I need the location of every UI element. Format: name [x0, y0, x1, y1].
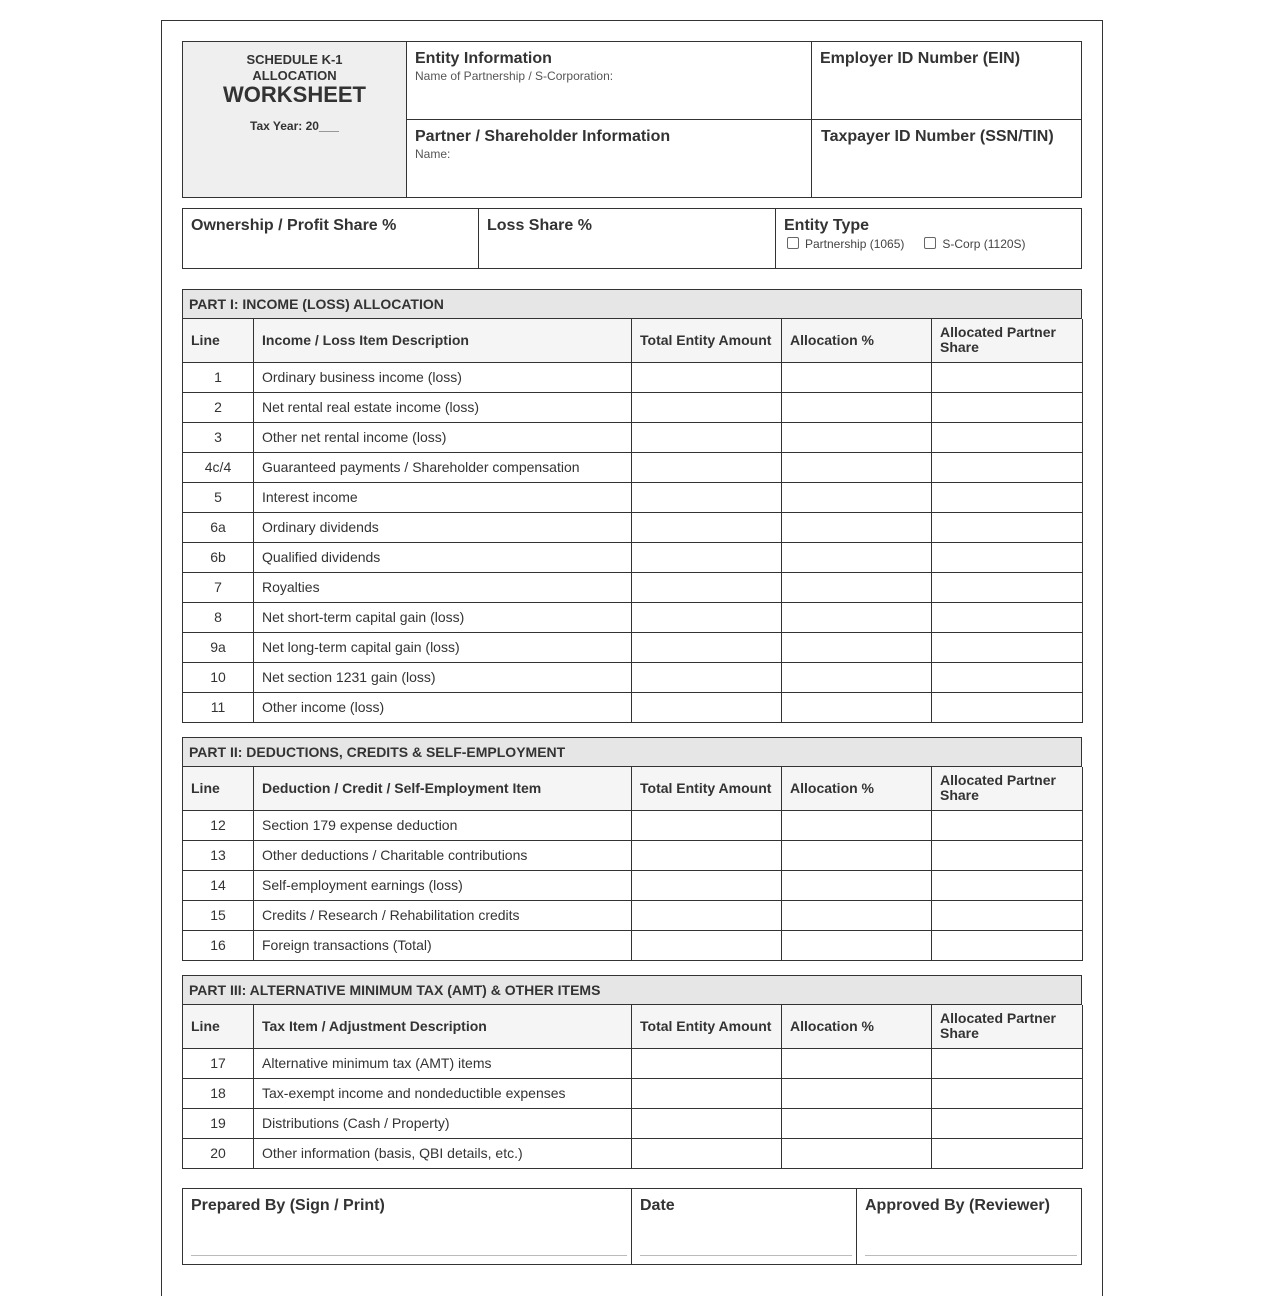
line-number: 17	[183, 1048, 254, 1078]
part3-section	[182, 975, 1082, 1169]
partner-share-cell[interactable]	[932, 930, 1083, 960]
item-description: Foreign transactions (Total)	[254, 930, 632, 960]
line-number: 4c/4	[183, 452, 254, 482]
allocation-pct-cell[interactable]	[782, 840, 932, 870]
line-number: 6a	[183, 512, 254, 542]
col-partner-share: Allocated Partner Share	[932, 1005, 1083, 1048]
line-number: 5	[183, 482, 254, 512]
partner-info-label: Partner / Shareholder Information	[415, 128, 671, 145]
allocation-pct-cell[interactable]	[782, 1138, 932, 1168]
part2-header-row	[183, 767, 1083, 810]
total-amount-cell[interactable]	[632, 632, 782, 662]
col-allocation-pct: Allocation %	[782, 1005, 932, 1048]
prepared-by-line	[191, 1255, 627, 1256]
title-box	[183, 42, 407, 197]
loss-share-field[interactable]	[479, 209, 776, 268]
part1-rows	[183, 362, 1083, 722]
item-description: Distributions (Cash / Property)	[254, 1108, 632, 1138]
header-block	[182, 41, 1082, 198]
table-row	[183, 512, 1083, 542]
line-number: 16	[183, 930, 254, 960]
table-row	[183, 392, 1083, 422]
part1-title: PART I: INCOME (LOSS) ALLOCATION	[182, 289, 1082, 319]
profit-share-field[interactable]	[183, 209, 479, 268]
line-number: 12	[183, 810, 254, 840]
total-amount-cell[interactable]	[632, 512, 782, 542]
table-row	[183, 870, 1083, 900]
date-field[interactable]	[632, 1189, 857, 1264]
approved-by-label: Approved By (Reviewer)	[865, 1197, 1050, 1214]
loss-share-label: Loss Share %	[487, 217, 592, 234]
allocation-pct-cell[interactable]	[782, 422, 932, 452]
line-number: 2	[183, 392, 254, 422]
line-number: 18	[183, 1078, 254, 1108]
part2-title: PART II: DEDUCTIONS, CREDITS & SELF-EMPLOYMENT	[182, 737, 1082, 767]
table-row	[183, 900, 1083, 930]
entity-type-options	[784, 237, 1073, 251]
table-row	[183, 840, 1083, 870]
partner-share-cell[interactable]	[932, 1048, 1083, 1078]
total-amount-cell[interactable]	[632, 392, 782, 422]
total-amount-cell[interactable]	[632, 930, 782, 960]
total-amount-cell[interactable]	[632, 602, 782, 632]
table-row	[183, 810, 1083, 840]
total-amount-cell[interactable]	[632, 1078, 782, 1108]
part2-section	[182, 737, 1082, 961]
partner-share-cell[interactable]	[932, 662, 1083, 692]
scorp-option-label: S-Corp (1120S)	[942, 237, 1026, 251]
page-title: WORKSHEET	[223, 82, 366, 107]
col-line: Line	[183, 319, 254, 362]
item-description: Net short-term capital gain (loss)	[254, 602, 632, 632]
entity-info-label: Entity Information	[415, 50, 552, 67]
partner-share-cell[interactable]	[932, 810, 1083, 840]
total-amount-cell[interactable]	[632, 422, 782, 452]
table-row	[183, 1138, 1083, 1168]
line-number: 6b	[183, 542, 254, 572]
line-number: 20	[183, 1138, 254, 1168]
date-line	[640, 1255, 852, 1256]
entity-type-field	[776, 209, 1081, 268]
line-number: 3	[183, 422, 254, 452]
table-row	[183, 572, 1083, 602]
partner-share-cell[interactable]	[932, 512, 1083, 542]
line-number: 14	[183, 870, 254, 900]
total-amount-cell[interactable]	[632, 1138, 782, 1168]
ein-field[interactable]	[812, 42, 1081, 120]
table-row	[183, 632, 1083, 662]
total-amount-cell[interactable]	[632, 810, 782, 840]
col-description: Deduction / Credit / Self-Employment Item	[254, 767, 632, 810]
table-row	[183, 452, 1083, 482]
tin-label: Taxpayer ID Number (SSN/TIN)	[821, 128, 1054, 145]
item-description: Alternative minimum tax (AMT) items	[254, 1048, 632, 1078]
profit-share-label: Ownership / Profit Share %	[191, 217, 397, 234]
partner-share-cell[interactable]	[932, 392, 1083, 422]
allocation-pct-cell[interactable]	[782, 870, 932, 900]
partner-share-cell[interactable]	[932, 1108, 1083, 1138]
part3-table	[182, 1005, 1083, 1169]
total-amount-cell[interactable]	[632, 542, 782, 572]
partner-share-cell[interactable]	[932, 900, 1083, 930]
allocation-pct-cell[interactable]	[782, 662, 932, 692]
item-description: Other information (basis, QBI details, etc.)	[254, 1138, 632, 1168]
partner-share-cell[interactable]	[932, 362, 1083, 392]
table-row	[183, 662, 1083, 692]
col-description: Tax Item / Adjustment Description	[254, 1005, 632, 1048]
allocation-pct-cell[interactable]	[782, 1078, 932, 1108]
allocation-pct-cell[interactable]	[782, 512, 932, 542]
col-line: Line	[183, 767, 254, 810]
prepared-by-label: Prepared By (Sign / Print)	[191, 1197, 385, 1214]
total-amount-cell[interactable]	[632, 482, 782, 512]
partnership-checkbox[interactable]	[787, 237, 799, 249]
col-partner-share: Allocated Partner Share	[932, 767, 1083, 810]
table-row	[183, 602, 1083, 632]
table-row	[183, 1078, 1083, 1108]
col-description: Income / Loss Item Description	[254, 319, 632, 362]
allocation-pct-cell[interactable]	[782, 572, 932, 602]
partner-share-cell[interactable]	[932, 602, 1083, 632]
partner-share-cell[interactable]	[932, 422, 1083, 452]
date-label: Date	[640, 1197, 675, 1214]
line-number: 13	[183, 840, 254, 870]
entity-type-label: Entity Type	[784, 217, 870, 234]
total-amount-cell[interactable]	[632, 662, 782, 692]
part1-table	[182, 319, 1083, 723]
total-amount-cell[interactable]	[632, 1048, 782, 1078]
approved-by-field[interactable]	[857, 1189, 1081, 1264]
item-description: Royalties	[254, 572, 632, 602]
table-row	[183, 1108, 1083, 1138]
allocation-pct-cell[interactable]	[782, 602, 932, 632]
line-number: 15	[183, 900, 254, 930]
item-description: Net rental real estate income (loss)	[254, 392, 632, 422]
total-amount-cell[interactable]	[632, 870, 782, 900]
line-number: 1	[183, 362, 254, 392]
col-allocation-pct: Allocation %	[782, 319, 932, 362]
item-description: Tax-exempt income and nondeductible expenses	[254, 1078, 632, 1108]
scorp-checkbox[interactable]	[924, 237, 936, 249]
item-description: Other net rental income (loss)	[254, 422, 632, 452]
partner-name-label: Name:	[415, 147, 451, 161]
prepared-by-field[interactable]	[183, 1189, 632, 1264]
table-row	[183, 692, 1083, 722]
partner-share-cell[interactable]	[932, 1078, 1083, 1108]
total-amount-cell[interactable]	[632, 452, 782, 482]
entity-info-field[interactable]	[407, 42, 812, 120]
title-line1: SCHEDULE K-1	[246, 52, 343, 67]
title-line2: ALLOCATION	[252, 68, 337, 83]
allocation-pct-cell[interactable]	[782, 810, 932, 840]
partner-share-cell[interactable]	[932, 572, 1083, 602]
allocation-pct-cell[interactable]	[782, 482, 932, 512]
item-description: Net long-term capital gain (loss)	[254, 632, 632, 662]
partner-share-cell[interactable]	[932, 870, 1083, 900]
partner-share-cell[interactable]	[932, 840, 1083, 870]
partner-share-cell[interactable]	[932, 452, 1083, 482]
col-total-amount: Total Entity Amount	[632, 1005, 782, 1048]
item-description: Credits / Research / Rehabilitation credits	[254, 900, 632, 930]
allocation-pct-cell[interactable]	[782, 1048, 932, 1078]
partner-share-cell[interactable]	[932, 632, 1083, 662]
total-amount-cell[interactable]	[632, 362, 782, 392]
total-amount-cell[interactable]	[632, 900, 782, 930]
table-row	[183, 930, 1083, 960]
part3-header-row	[183, 1005, 1083, 1048]
item-description: Guaranteed payments / Shareholder compensation	[254, 452, 632, 482]
allocation-pct-cell[interactable]	[782, 930, 932, 960]
table-row	[183, 482, 1083, 512]
tin-field[interactable]	[812, 120, 1081, 197]
partner-info-field[interactable]	[407, 120, 812, 197]
col-partner-share: Allocated Partner Share	[932, 319, 1083, 362]
ownership-block	[182, 208, 1082, 269]
signature-block	[182, 1188, 1082, 1265]
line-number: 9a	[183, 632, 254, 662]
allocation-pct-cell[interactable]	[782, 692, 932, 722]
line-number: 7	[183, 572, 254, 602]
tax-year: Tax Year: 20___	[250, 119, 339, 133]
table-row	[183, 1048, 1083, 1078]
partner-share-cell[interactable]	[932, 482, 1083, 512]
allocation-pct-cell[interactable]	[782, 542, 932, 572]
table-row	[183, 542, 1083, 572]
line-number: 19	[183, 1108, 254, 1138]
allocation-pct-cell[interactable]	[782, 362, 932, 392]
line-number: 8	[183, 602, 254, 632]
total-amount-cell[interactable]	[632, 572, 782, 602]
col-allocation-pct: Allocation %	[782, 767, 932, 810]
part1-header-row	[183, 319, 1083, 362]
partner-share-cell[interactable]	[932, 542, 1083, 572]
approved-by-line	[865, 1255, 1077, 1256]
table-row	[183, 422, 1083, 452]
allocation-pct-cell[interactable]	[782, 1108, 932, 1138]
col-total-amount: Total Entity Amount	[632, 319, 782, 362]
total-amount-cell[interactable]	[632, 840, 782, 870]
part3-title: PART III: ALTERNATIVE MINIMUM TAX (AMT) & OTHER ITEMS	[182, 975, 1082, 1005]
item-description: Ordinary dividends	[254, 512, 632, 542]
item-description: Ordinary business income (loss)	[254, 362, 632, 392]
part2-rows	[183, 810, 1083, 960]
part3-rows	[183, 1048, 1083, 1168]
item-description: Other deductions / Charitable contributions	[254, 840, 632, 870]
partnership-option-label: Partnership (1065)	[805, 237, 905, 251]
partner-share-cell[interactable]	[932, 692, 1083, 722]
item-description: Interest income	[254, 482, 632, 512]
total-amount-cell[interactable]	[632, 1108, 782, 1138]
line-number: 11	[183, 692, 254, 722]
allocation-pct-cell[interactable]	[782, 632, 932, 662]
col-line: Line	[183, 1005, 254, 1048]
ein-label: Employer ID Number (EIN)	[820, 50, 1021, 67]
item-description: Net section 1231 gain (loss)	[254, 662, 632, 692]
item-description: Section 179 expense deduction	[254, 810, 632, 840]
item-description: Other income (loss)	[254, 692, 632, 722]
table-row	[183, 362, 1083, 392]
allocation-pct-cell[interactable]	[782, 900, 932, 930]
entity-name-label: Name of Partnership / S-Corporation:	[415, 69, 614, 83]
partner-share-cell[interactable]	[932, 1138, 1083, 1168]
col-total-amount: Total Entity Amount	[632, 767, 782, 810]
part1-section	[182, 289, 1082, 723]
total-amount-cell[interactable]	[632, 692, 782, 722]
item-description: Self-employment earnings (loss)	[254, 870, 632, 900]
allocation-pct-cell[interactable]	[782, 392, 932, 422]
line-number: 10	[183, 662, 254, 692]
allocation-pct-cell[interactable]	[782, 452, 932, 482]
item-description: Qualified dividends	[254, 542, 632, 572]
part2-table	[182, 767, 1083, 961]
